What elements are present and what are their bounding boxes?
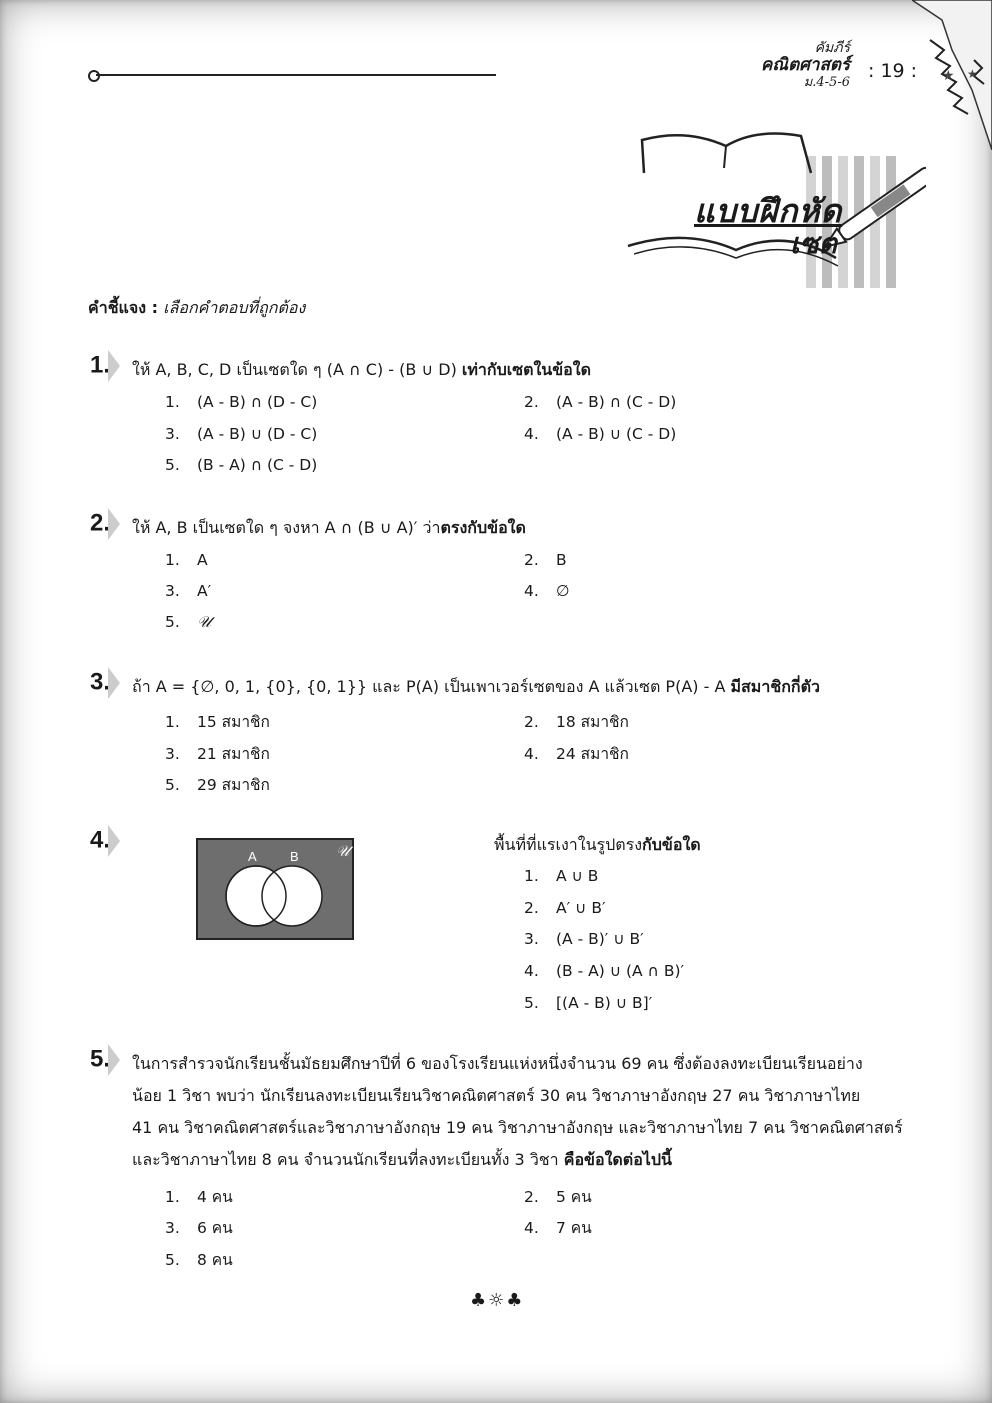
book-title-block (761, 40, 850, 91)
instructions-label: คำชี้แจง : (88, 298, 159, 317)
choice-5-5: 5. 8 คน (165, 1251, 233, 1269)
venn-universe-label: 𝒰 (336, 842, 350, 860)
question-5-line-2: น้อย 1 วิชา พบว่า นักเรียนลงทะเบียนเรียนวิชาคณิตศาสตร์ 30 คน วิชาภาษาอังกฤษ 27 คน วิชาภาษาไทย (132, 1086, 861, 1105)
choice-1-1: 1. (A - B) ∩ (D - C) (165, 393, 318, 411)
banner-subtitle: เซต (790, 227, 837, 260)
question-text-2: ให้ A, B เป็นเซตใด ๆ จงหา A ∩ (B ∪ A)′ ว่าตรงกับข้อใด (132, 518, 526, 537)
choice-4-1: 1. A ∪ B (524, 867, 599, 885)
question-number-1: 1. (90, 350, 120, 382)
question-number-2: 2. (90, 508, 120, 540)
book-title-line1: คัมภีร์ (814, 40, 850, 56)
choice-5-1: 1. 4 คน (165, 1188, 233, 1206)
question-number-4: 4. (90, 825, 120, 857)
venn-label-a: A (248, 849, 257, 864)
choice-4-5: 5. [(A - B) ∪ B]′ (524, 994, 653, 1012)
choice-5-2: 2. 5 คน (524, 1188, 592, 1206)
choice-4-4: 4. (B - A) ∪ (A ∩ B)′ (524, 962, 685, 980)
venn-diagram (196, 838, 354, 940)
venn-label-b: B (290, 849, 299, 864)
choice-2-3: 3. A′ (165, 582, 212, 600)
book-title-line2: คณิตศาสตร์ (760, 55, 850, 76)
footer-ornament: ♣☼♣ (470, 1290, 525, 1311)
choice-3-3: 3. 21 สมาชิก (165, 745, 270, 763)
venn-circle-b (262, 866, 322, 926)
svg-text:★: ★ (942, 68, 955, 84)
instructions (88, 296, 305, 321)
choice-1-4: 4. (A - B) ∪ (C - D) (524, 425, 677, 443)
choice-2-5: 5. 𝒰 (165, 613, 211, 631)
choice-3-2: 2. 18 สมาชิก (524, 713, 629, 731)
choice-4-2: 2. A′ ∪ B′ (524, 899, 606, 917)
choice-1-2: 2. (A - B) ∩ (C - D) (524, 393, 677, 411)
question-5-line-3: 41 คน วิชาคณิตศาสตร์และวิชาภาษาอังกฤษ 19 คน วิชาภาษาอังกฤษ และวิชาภาษาไทย 7 คน วิชาคณิตศาสตร์ (132, 1118, 903, 1137)
header-rule (96, 74, 496, 76)
choice-4-3: 3. (A - B)′ ∪ B′ (524, 930, 644, 948)
banner-title: แบบฝึกหัด (694, 192, 843, 230)
page-number: : 19 : (868, 60, 918, 82)
question-text-3: ถ้า A = {∅, 0, 1, {0}, {0, 1}} และ P(A) เป็นเพาเวอร์เซตของ A แล้วเซต P(A) - A มีสมาชิกกี่ตัว (132, 677, 820, 696)
question-5-line-4: และวิชาภาษาไทย 8 คน จำนวนนักเรียนที่ลงทะเบียนทั้ง 3 วิชา คือข้อใดต่อไปนี้ (132, 1150, 672, 1169)
choice-3-5: 5. 29 สมาชิก (165, 776, 270, 794)
choice-2-2: 2. B (524, 551, 567, 569)
instructions-text: เลือกคำตอบที่ถูกต้อง (163, 298, 306, 317)
question-text-4: พื้นที่ที่แรเงาในรูปตรงกับข้อใด (494, 835, 701, 854)
question-5-line-1: ในการสำรวจนักเรียนชั้นมัธยมศึกษาปีที่ 6 ของโรงเรียนแห่งหนึ่งจำนวน 69 คน ซึ่งต้องลงทะเบียนเรียนอย่าง (132, 1054, 863, 1073)
book-title-line3: ม.4-5-6 (803, 74, 850, 90)
choice-5-4: 4. 7 คน (524, 1219, 592, 1237)
question-number-3: 3. (90, 667, 120, 699)
choice-1-3: 3. (A - B) ∪ (D - C) (165, 425, 318, 443)
choice-2-1: 1. A (165, 551, 208, 569)
header-rule-dot (88, 70, 100, 82)
choice-3-4: 4. 24 สมาชิก (524, 745, 629, 763)
question-text-1: ให้ A, B, C, D เป็นเซตใด ๆ (A ∩ C) - (B ∪ D) เท่ากับเซตในข้อใด (132, 360, 591, 379)
svg-text:★: ★ (967, 67, 978, 81)
choice-3-1: 1. 15 สมาชิก (165, 713, 270, 731)
question-number-5: 5. (90, 1044, 120, 1076)
choice-2-4: 4. ∅ (524, 582, 570, 600)
choice-1-5: 5. (B - A) ∩ (C - D) (165, 456, 318, 474)
choice-5-3: 3. 6 คน (165, 1219, 233, 1237)
question-text-5 (132, 1048, 922, 1176)
